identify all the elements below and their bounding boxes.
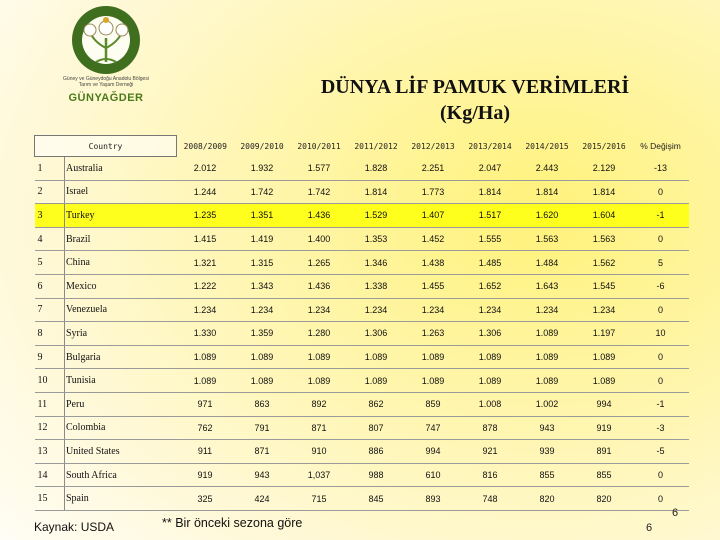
row-value: 1.089 [234,369,291,393]
header-2012-2013: 2012/2013 [411,141,455,151]
row-country: Turkey [65,204,177,228]
row-value: 1.436 [291,204,348,228]
row-value: 1.742 [291,180,348,204]
logo-brand: GÜNYAĞDER [68,92,144,104]
row-percent-change: 0 [633,180,689,204]
row-country: Brazil [65,227,177,251]
row-value: 1.563 [576,227,633,251]
row-value: 994 [405,440,462,464]
row-value: 1.315 [234,251,291,275]
row-value: 1.330 [177,322,234,346]
row-value: 1.814 [519,180,576,204]
row-rank: 14 [35,463,65,487]
row-value: 921 [462,440,519,464]
header-country: Country [35,136,177,157]
row-country: United States [65,440,177,464]
row-country: Mexico [65,274,177,298]
row-rank: 5 [35,251,65,275]
header-2010-2011: 2010/2011 [297,141,341,151]
row-percent-change: 5 [633,251,689,275]
table-row [35,180,689,204]
row-value: 1.436 [291,274,348,298]
row-value: 820 [519,487,576,511]
row-rank: 2 [35,180,65,204]
row-value: 748 [462,487,519,511]
row-rank: 9 [35,345,65,369]
header-2013-2014: 2013/2014 [468,141,512,151]
header-percent-change: % Değişim [640,141,681,151]
row-value: 1.234 [291,298,348,322]
row-value: 1,037 [291,463,348,487]
row-country: Venezuela [65,298,177,322]
row-value: 1.234 [405,298,462,322]
row-rank: 13 [35,440,65,464]
row-value: 715 [291,487,348,511]
row-value: 1.407 [405,204,462,228]
row-value: 919 [576,416,633,440]
row-value: 1.089 [519,369,576,393]
row-value: 1.306 [348,322,405,346]
row-value: 1.415 [177,227,234,251]
row-value: 1.008 [462,392,519,416]
row-value: 859 [405,392,462,416]
row-value: 1.089 [291,345,348,369]
row-value: 1.517 [462,204,519,228]
row-value: 994 [576,392,633,416]
table-row [35,157,689,181]
table-row [35,204,689,228]
row-percent-change: 0 [633,463,689,487]
header-2015-2016: 2015/2016 [582,141,626,151]
row-country: Australia [65,157,177,181]
row-value: 1.234 [576,298,633,322]
row-percent-change: -1 [633,392,689,416]
logo-subtitle: Güney ve Güneydoğu Anadolu Bölgesi Tarım ve Yaşam Derneği [63,76,149,88]
row-value: 862 [348,392,405,416]
row-percent-change: -6 [633,274,689,298]
row-percent-change: 0 [633,345,689,369]
row-rank: 11 [35,392,65,416]
row-percent-change: 0 [633,369,689,393]
title-line-2: (Kg/Ha) [440,102,510,124]
row-percent-change: 0 [633,227,689,251]
row-percent-change: 0 [633,298,689,322]
yield-table [34,135,689,511]
row-value: 1.222 [177,274,234,298]
row-value: 988 [348,463,405,487]
page-number-secondary: 6 [672,507,679,519]
row-value: 1.306 [462,322,519,346]
row-value: 1.089 [405,369,462,393]
table-row [35,392,689,416]
table-row [35,345,689,369]
row-value: 1.265 [291,251,348,275]
row-value: 1.452 [405,227,462,251]
row-value: 1.419 [234,227,291,251]
row-value: 911 [177,440,234,464]
row-value: 1.577 [291,157,348,181]
row-country: Colombia [65,416,177,440]
row-value: 893 [405,487,462,511]
row-value: 1.234 [519,298,576,322]
row-country: South Africa [65,463,177,487]
row-value: 2.047 [462,157,519,181]
cotton-plant-logo-icon [68,4,144,76]
row-value: 1.773 [405,180,462,204]
row-value: 1.562 [576,251,633,275]
row-value: 891 [576,440,633,464]
row-percent-change: -5 [633,440,689,464]
row-rank: 3 [35,204,65,228]
row-value: 1.089 [177,369,234,393]
row-value: 871 [291,416,348,440]
page-number: 6 [646,522,653,534]
row-value: 1.089 [519,322,576,346]
row-value: 2.129 [576,157,633,181]
row-value: 610 [405,463,462,487]
row-value: 1.280 [291,322,348,346]
row-value: 1.484 [519,251,576,275]
row-value: 1.604 [576,204,633,228]
row-value: 1.089 [576,345,633,369]
row-rank: 15 [35,487,65,511]
row-percent-change: 10 [633,322,689,346]
row-value: 1.814 [576,180,633,204]
row-value: 1.089 [519,345,576,369]
row-country: Syria [65,322,177,346]
header-2014-2015: 2014/2015 [525,141,569,151]
row-value: 816 [462,463,519,487]
footnote: ** Bir önceki sezona göre [162,516,303,530]
table-row [35,463,689,487]
row-value: 1.438 [405,251,462,275]
title-line-1: DÜNYA LİF PAMUK VERİMLERİ [320,76,630,98]
row-value: 1.455 [405,274,462,298]
row-value: 1.089 [234,345,291,369]
row-value: 762 [177,416,234,440]
row-country: Bulgaria [65,345,177,369]
row-value: 1.321 [177,251,234,275]
row-value: 919 [177,463,234,487]
row-value: 943 [234,463,291,487]
table-row [35,369,689,393]
row-percent-change: -3 [633,416,689,440]
page-title [240,74,710,126]
table-row [35,251,689,275]
row-rank: 8 [35,322,65,346]
row-value: 820 [576,487,633,511]
row-country: Tunisia [65,369,177,393]
row-value: 1.338 [348,274,405,298]
row-value: 855 [576,463,633,487]
table-header-row [35,136,689,157]
row-country: China [65,251,177,275]
row-value: 886 [348,440,405,464]
row-value: 845 [348,487,405,511]
row-value: 1.089 [462,369,519,393]
row-value: 910 [291,440,348,464]
row-value: 2.251 [405,157,462,181]
row-country: Peru [65,392,177,416]
row-value: 1.089 [348,345,405,369]
row-value: 1.002 [519,392,576,416]
row-value: 1.089 [576,369,633,393]
row-percent-change: -1 [633,204,689,228]
row-value: 878 [462,416,519,440]
row-value: 791 [234,416,291,440]
row-value: 807 [348,416,405,440]
row-value: 1.089 [291,369,348,393]
row-value: 1.620 [519,204,576,228]
row-value: 1.828 [348,157,405,181]
row-value: 892 [291,392,348,416]
row-rank: 1 [35,157,65,181]
row-value: 1.234 [462,298,519,322]
row-value: 1.089 [405,345,462,369]
source-note: Kaynak: USDA [34,520,115,534]
row-value: 2.012 [177,157,234,181]
row-value: 1.353 [348,227,405,251]
table-row [35,227,689,251]
row-rank: 4 [35,227,65,251]
row-percent-change: 0 [633,487,689,511]
row-value: 855 [519,463,576,487]
row-rank: 7 [35,298,65,322]
row-rank: 12 [35,416,65,440]
row-value: 2.443 [519,157,576,181]
row-value: 1.351 [234,204,291,228]
row-value: 1.742 [234,180,291,204]
row-value: 1.400 [291,227,348,251]
logo [58,4,154,108]
row-value: 1.244 [177,180,234,204]
row-value: 939 [519,440,576,464]
row-value: 1.197 [576,322,633,346]
header-2009-2010: 2009/2010 [240,141,284,151]
table-row [35,298,689,322]
row-value: 1.359 [234,322,291,346]
row-value: 943 [519,416,576,440]
row-value: 871 [234,440,291,464]
row-rank: 10 [35,369,65,393]
row-value: 1.234 [348,298,405,322]
row-percent-change: -13 [633,157,689,181]
row-value: 1.089 [348,369,405,393]
row-value: 1.814 [348,180,405,204]
row-value: 1.235 [177,204,234,228]
row-value: 325 [177,487,234,511]
row-value: 1.814 [462,180,519,204]
row-value: 971 [177,392,234,416]
row-value: 1.343 [234,274,291,298]
row-value: 424 [234,487,291,511]
row-value: 1.643 [519,274,576,298]
row-value: 747 [405,416,462,440]
row-value: 1.089 [177,345,234,369]
row-value: 1.652 [462,274,519,298]
table-row [35,440,689,464]
table-row [35,274,689,298]
row-value: 863 [234,392,291,416]
header-2008-2009: 2008/2009 [183,141,227,151]
header-2011-2012: 2011/2012 [354,141,398,151]
row-value: 1.555 [462,227,519,251]
row-value: 1.263 [405,322,462,346]
row-value: 1.485 [462,251,519,275]
row-value: 1.563 [519,227,576,251]
table-row [35,416,689,440]
row-value: 1.234 [177,298,234,322]
row-value: 1.545 [576,274,633,298]
table-row [35,322,689,346]
row-value: 1.346 [348,251,405,275]
table-row [35,487,689,511]
row-value: 1.932 [234,157,291,181]
row-value: 1.234 [234,298,291,322]
row-country: Spain [65,487,177,511]
row-country: Israel [65,180,177,204]
row-value: 1.529 [348,204,405,228]
row-rank: 6 [35,274,65,298]
row-value: 1.089 [462,345,519,369]
